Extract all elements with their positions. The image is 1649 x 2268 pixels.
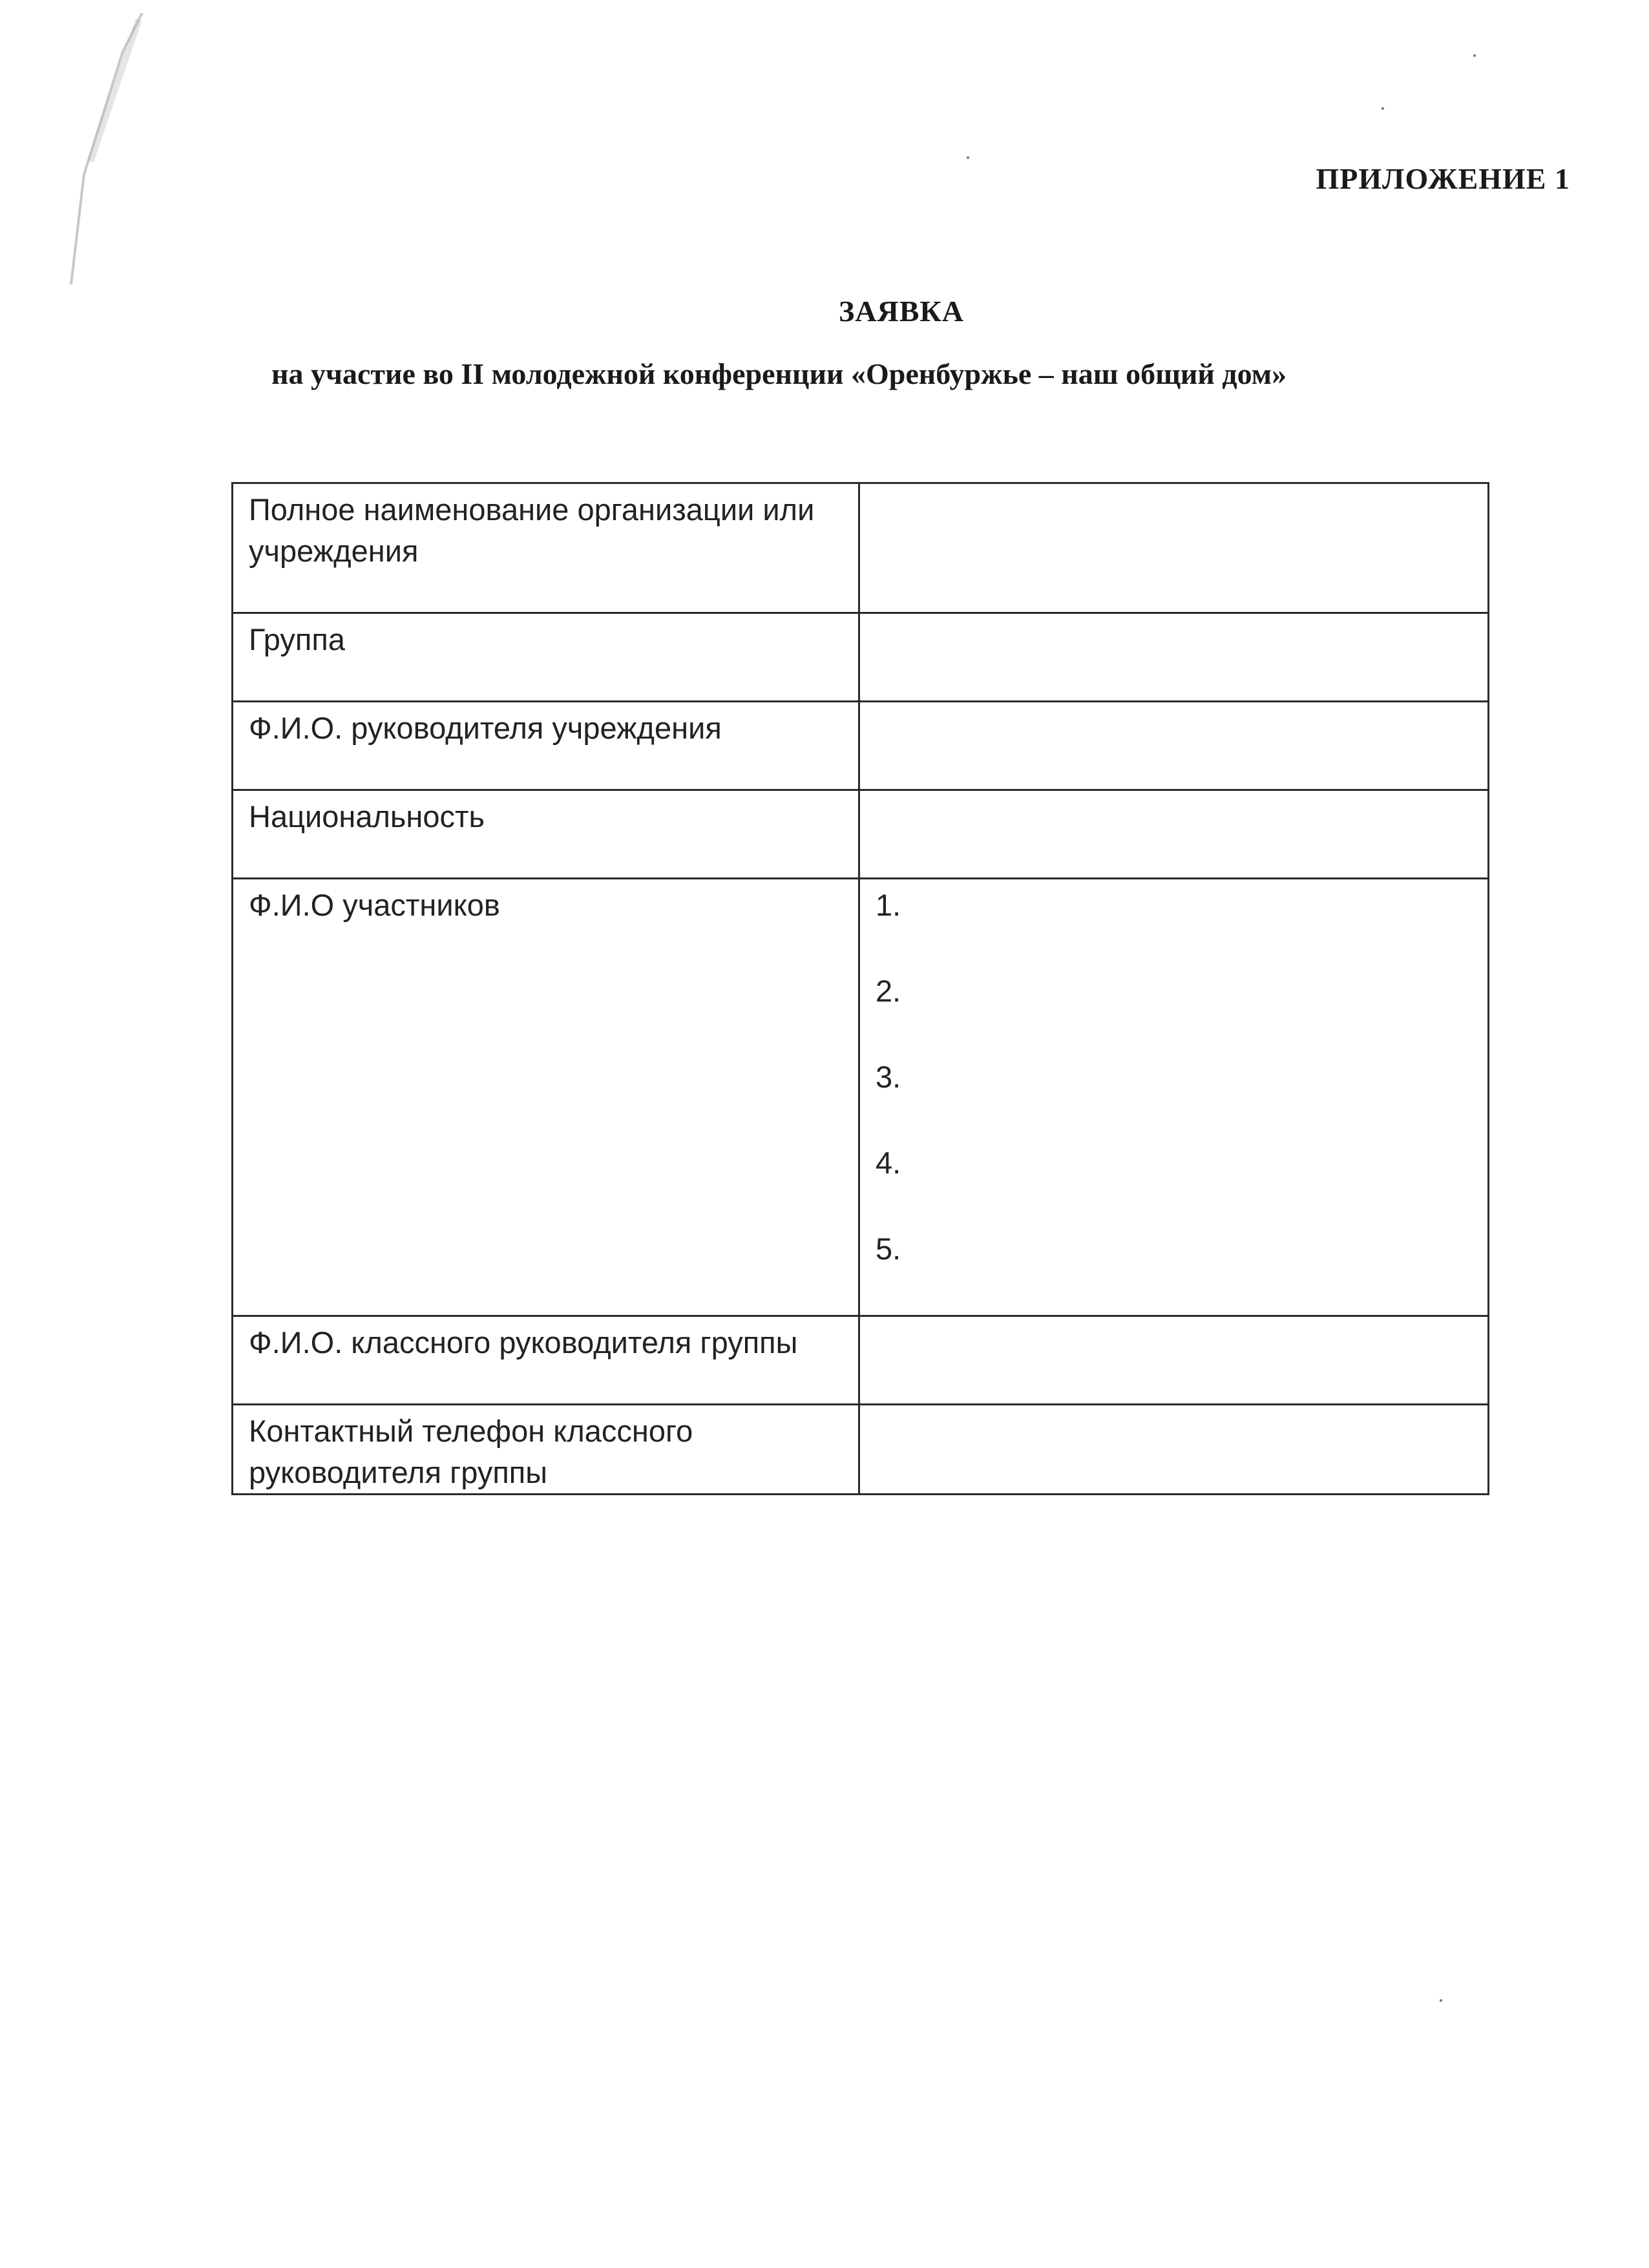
application-form-table bbox=[231, 482, 1489, 1495]
form-row-organization bbox=[233, 483, 1489, 613]
field-label: Полное наименование организации или учреждения bbox=[233, 483, 859, 613]
field-value[interactable] bbox=[859, 483, 1489, 613]
participant-number: 3. bbox=[876, 1060, 901, 1094]
field-label: Национальность bbox=[233, 790, 859, 879]
scan-edge-mark bbox=[45, 13, 149, 284]
participant-number: 5. bbox=[876, 1232, 901, 1266]
field-value[interactable] bbox=[859, 1316, 1489, 1405]
field-value[interactable] bbox=[859, 1405, 1489, 1495]
scan-speck bbox=[1381, 107, 1384, 110]
field-label: Ф.И.О. руководителя учреждения bbox=[233, 702, 859, 790]
field-label: Ф.И.О. классного руководителя группы bbox=[233, 1316, 859, 1405]
scan-speck bbox=[1440, 1999, 1442, 2002]
field-label: Ф.И.О участников bbox=[233, 879, 859, 1316]
scan-speck bbox=[1473, 54, 1476, 57]
participants-list[interactable] bbox=[859, 879, 1489, 1316]
document-subtitle: на участие во II молодежной конференции «Оренбуржье – наш общий дом» bbox=[271, 357, 1287, 390]
form-row-nationality bbox=[233, 790, 1489, 879]
participant-number: 1. bbox=[876, 888, 901, 922]
form-row-group bbox=[233, 613, 1489, 702]
appendix-label: ПРИЛОЖЕНИЕ 1 bbox=[1316, 162, 1570, 195]
form-row-director bbox=[233, 702, 1489, 790]
field-value[interactable] bbox=[859, 613, 1489, 702]
form-row-participants bbox=[233, 879, 1489, 1316]
participant-number: 2. bbox=[876, 974, 901, 1008]
participant-number: 4. bbox=[876, 1146, 901, 1180]
form-row-class-teacher bbox=[233, 1316, 1489, 1405]
scan-speck bbox=[967, 156, 969, 159]
field-label: Контактный телефон классного руководителя группы bbox=[233, 1405, 859, 1495]
document-title: ЗАЯВКА bbox=[839, 295, 964, 328]
field-value[interactable] bbox=[859, 702, 1489, 790]
field-value[interactable] bbox=[859, 790, 1489, 879]
field-label: Группа bbox=[233, 613, 859, 702]
form-row-teacher-phone bbox=[233, 1405, 1489, 1495]
